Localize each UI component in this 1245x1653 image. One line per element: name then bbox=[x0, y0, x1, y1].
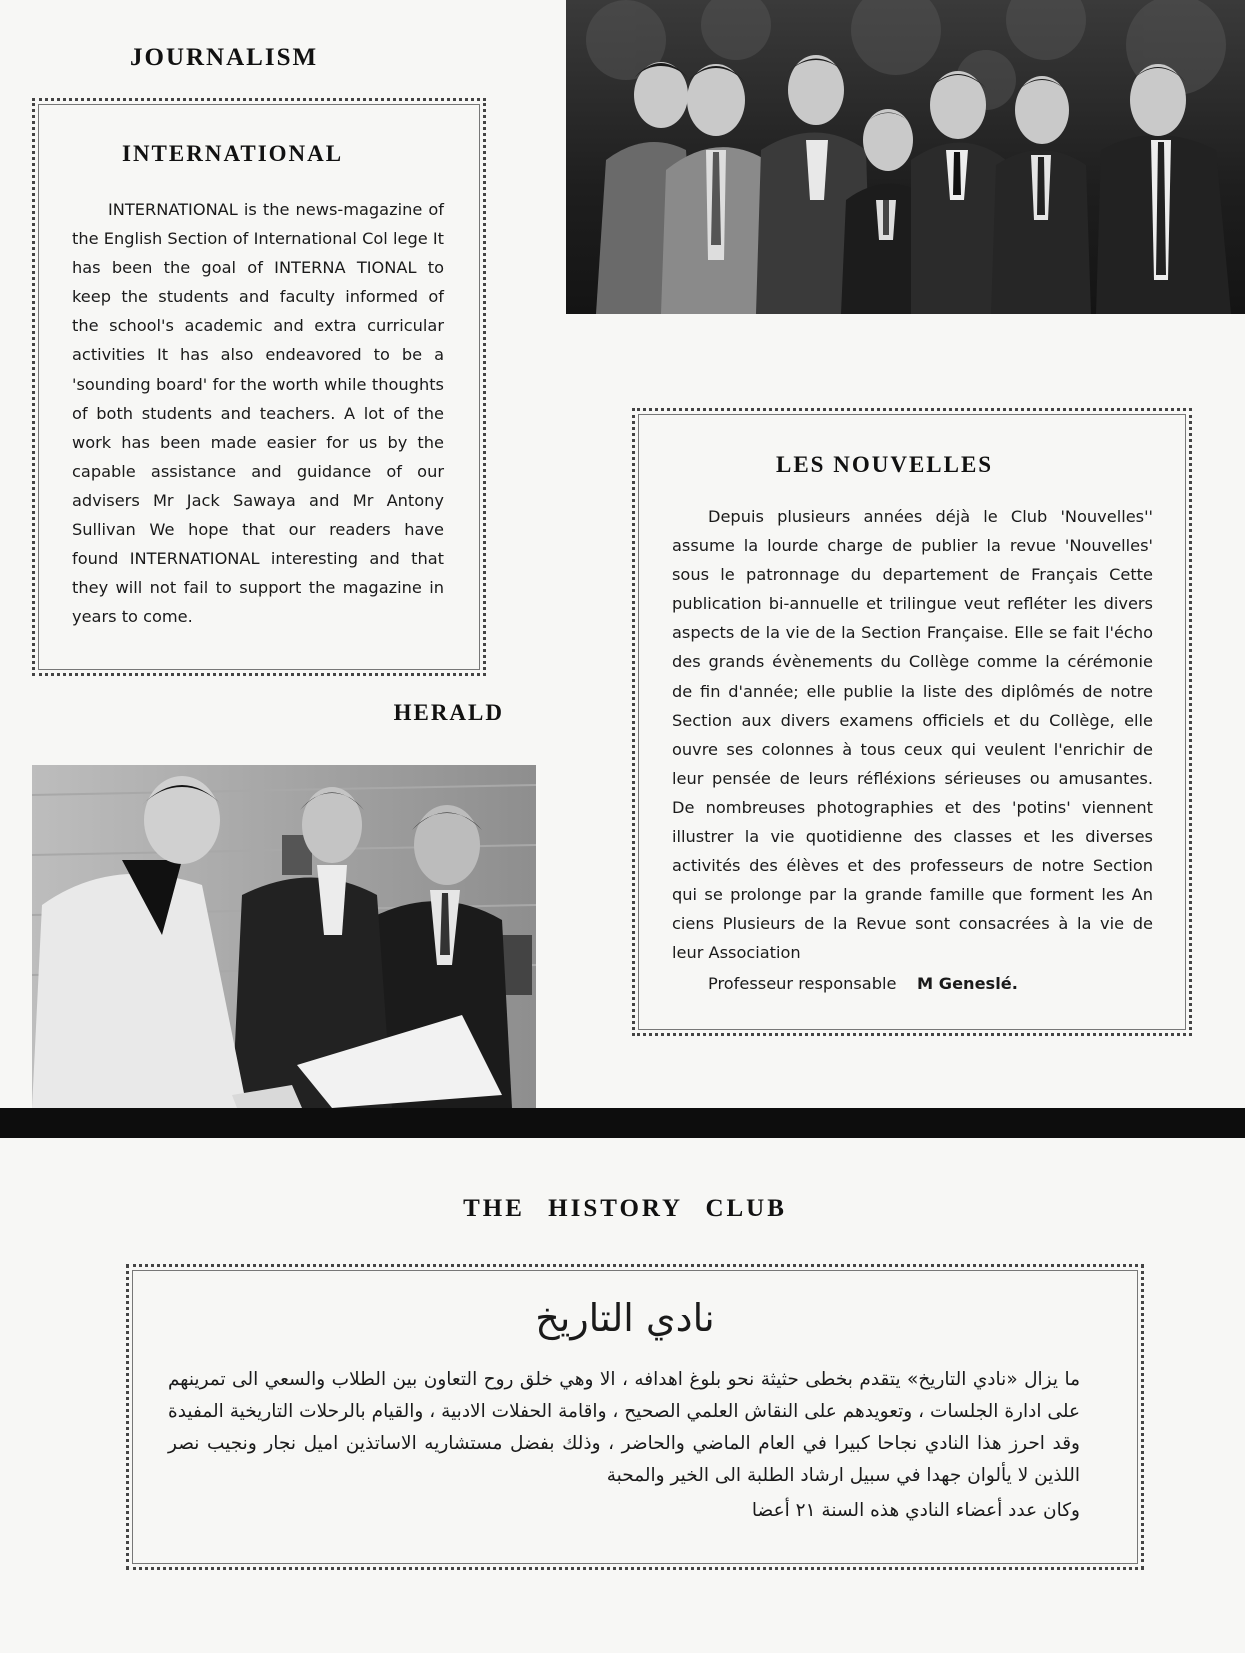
team-photo-image bbox=[566, 0, 1245, 314]
history-club-arabic-body: ما يزال «نادي التاريخ» يتقدم بخطى حثيثة نحو بلوغ اهدافه ، الا وهي خلق روح التعاون بين الطلاب والسعي الى تمرينهم على ادارة الجلسات ، وتعويدهم على النقاش العلمي الصحيح ، واقامة الحفلات الادبية ، والقيام بالرحلات التاريخية المفيدة وقد احرز هذا النادي نجاحا كبيرا في العام الماضي والحاضر ، وذلك بفضل مستشاريه الاساتذين اميل نجار ونجيب نصر اللذين لا يألوان جهدا في سبيل ارشاد الطلبة الى الخير والمحبة bbox=[168, 1369, 1080, 1486]
international-paragraph: INTERNATIONAL is the news-magazine of the English Section of International Col lege It has been the goal of INTERNA TIONAL to keep the students and faculty informed of the school's academic and extra curricular activities It has also endeavored to be a 'sounding board' for the worth while thoughts of both students and teachers. A lot of the work has been made easier for us by the capable assistance and guidance of our advisers Mr Jack Sawaya and Mr Antony Sullivan We hope that our readers have found INTERNATIONAL interesting and that they will not fail to support the magazine in years to come. bbox=[72, 200, 444, 627]
history-club-arabic-title: نادي التاريخ bbox=[535, 1296, 715, 1340]
nouvelles-signature bbox=[672, 969, 1153, 998]
nouvelles-heading: LES NOUVELLES bbox=[776, 452, 994, 477]
nouvelles-body bbox=[672, 502, 1153, 998]
herald-photo-image bbox=[32, 765, 536, 1108]
nouvelles-paragraph: Depuis plusieurs années déjà le Club 'Nouvelles'' assume la lourde charge de publier la revue 'Nouvelles' sous le patronnage du departement de Français Cette publication bi-annuelle et trilingue veut refléter les divers aspects de la vie de la Section Française. Elle se fait l'écho des grands évènements du Collège comme la cérémonie de fin d'année; elle publie la liste des diplômés de notre Section aux divers examens officiels et du Collège, elle ouvre ses colonnes à tous ceux qui veulent l'enrichir de leur pensée de leurs réfléxions sérieuses ou amusantes. De nombreuses photographies et des 'potins' viennent illustrer la vie quotidienne des classes et les diverses activités des élèves et des professeurs de notre Section qui se prolonge par la grande famille que forment les An ciens Plusieurs de la Revue sont consacrées à la vie de leur Association bbox=[672, 507, 1153, 963]
signature-name: M Geneslé. bbox=[917, 973, 1018, 993]
signature-label: Professeur responsable bbox=[708, 973, 897, 993]
international-heading: INTERNATIONAL bbox=[122, 141, 344, 166]
journalism-heading: JOURNALISM bbox=[130, 44, 319, 71]
history-club-arabic-members: وكان عدد أعضاء النادي هذه السنة ٢١ أعضا bbox=[751, 1500, 1080, 1521]
section-divider-band bbox=[0, 1108, 1245, 1138]
history-club-heading: THE HISTORY CLUB bbox=[463, 1195, 787, 1222]
international-body bbox=[72, 195, 444, 631]
journalism-team-photo bbox=[566, 0, 1245, 314]
herald-heading: HERALD bbox=[393, 700, 504, 725]
herald-photo bbox=[32, 765, 536, 1108]
